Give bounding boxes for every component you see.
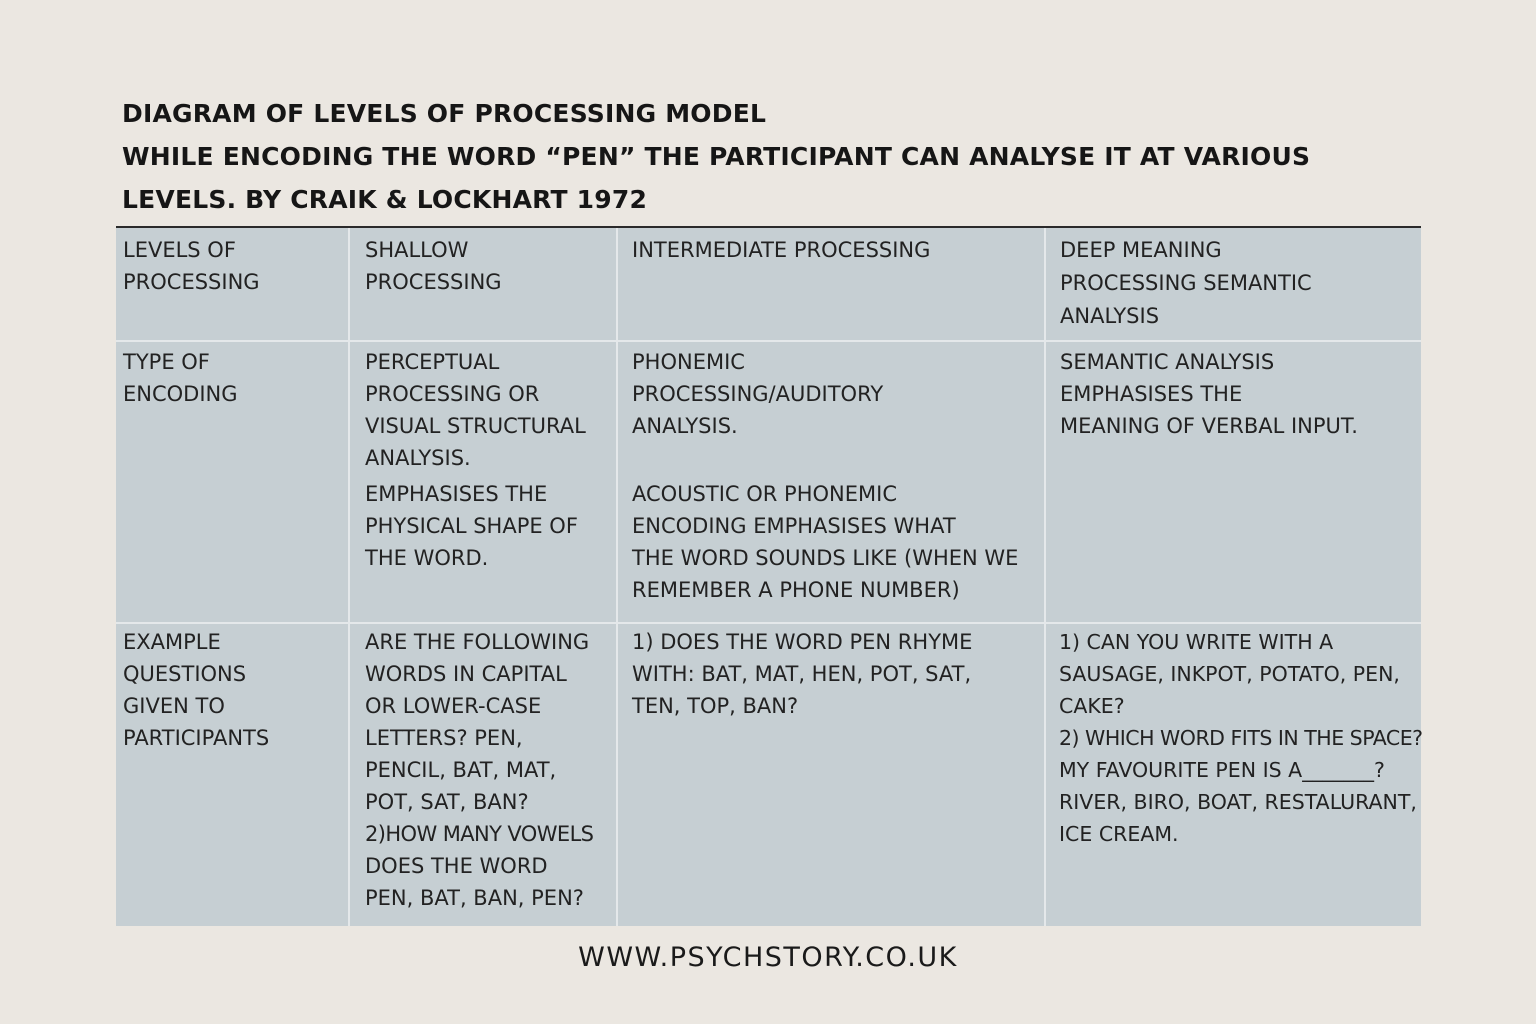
cell-line: 2)HOW MANY VOWELS — [365, 822, 594, 846]
encoding-cell-intermediate — [632, 346, 1042, 606]
cell-line: PERCEPTUAL — [365, 350, 500, 374]
cell-line: PROCESSING — [123, 270, 260, 294]
row-label-example-questions — [123, 626, 345, 754]
encoding-cell-deep — [1060, 346, 1415, 442]
cell-line: PEN, BAT, BAN, PEN? — [365, 886, 584, 910]
cell-line: PROCESSING/AUDITORY — [632, 382, 884, 406]
cell-line: EMPHASISES THE — [365, 482, 548, 506]
cell-line: PROCESSING SEMANTIC — [1060, 271, 1312, 295]
encoding-cell-shallow — [365, 346, 613, 574]
header-cell-intermediate — [632, 234, 1042, 266]
example-cell-deep — [1059, 626, 1423, 850]
cell-line: QUESTIONS — [123, 662, 247, 686]
header-cell-deep — [1060, 234, 1415, 333]
column-divider — [348, 228, 350, 926]
example-cell-intermediate — [632, 626, 1042, 722]
header-cell-levels — [123, 234, 345, 298]
levels-of-processing-table — [116, 226, 1421, 926]
page-title — [122, 92, 1422, 221]
cell-line: PARTICIPANTS — [123, 726, 270, 750]
cell-line: ICE CREAM. — [1059, 822, 1179, 846]
column-divider — [1044, 228, 1046, 926]
cell-line: EMPHASISES THE — [1060, 382, 1243, 406]
cell-line: EXAMPLE — [123, 630, 221, 654]
cell-line: ANALYSIS — [1060, 304, 1160, 328]
cell-line: MY FAVOURITE PEN IS A_______? — [1059, 758, 1385, 782]
cell-line: WITH: BAT, MAT, HEN, POT, SAT, — [632, 662, 972, 686]
title-line-1: DIAGRAM OF LEVELS OF PROCESSING MODEL — [122, 99, 767, 128]
cell-line: INTERMEDIATE PROCESSING — [632, 238, 931, 262]
cell-line: DEEP MEANING — [1060, 238, 1222, 262]
cell-line: PHONEMIC — [632, 350, 745, 374]
cell-line: TEN, TOP, BAN? — [632, 694, 799, 718]
cell-line: ARE THE FOLLOWING — [365, 630, 590, 654]
cell-line: MEANING OF VERBAL INPUT. — [1060, 414, 1358, 438]
cell-line: THE WORD. — [365, 546, 489, 570]
cell-line: PROCESSING OR — [365, 382, 540, 406]
row-divider — [116, 340, 1421, 342]
header-cell-shallow — [365, 234, 613, 298]
website-footer: WWW.PSYCHSTORY.CO.UK — [578, 942, 958, 973]
cell-line: LEVELS OF — [123, 238, 236, 262]
cell-line: ANALYSIS. — [365, 446, 471, 470]
cell-line: SAUSAGE, INKPOT, POTATO, PEN, — [1059, 662, 1400, 686]
cell-line: REMEMBER A PHONE NUMBER) — [632, 578, 960, 602]
cell-line: DOES THE WORD — [365, 854, 548, 878]
cell-line: PROCESSING — [365, 270, 502, 294]
cell-line: PHYSICAL SHAPE OF — [365, 514, 578, 538]
title-line-2: WHILE ENCODING THE WORD “PEN” THE PARTICIPANT CAN ANALYSE IT AT VARIOUS — [122, 142, 1311, 171]
cell-line: 1) DOES THE WORD PEN RHYME — [632, 630, 973, 654]
title-line-3: LEVELS. BY CRAIK & LOCKHART 1972 — [122, 185, 648, 214]
cell-line: ENCODING EMPHASISES WHAT — [632, 514, 956, 538]
row-divider — [116, 622, 1421, 624]
cell-line: SHALLOW — [365, 238, 469, 262]
cell-line: LETTERS? PEN, — [365, 726, 523, 750]
cell-line: RIVER, BIRO, BOAT, RESTALURANT, — [1059, 790, 1417, 814]
cell-line: GIVEN TO — [123, 694, 225, 718]
cell-line: VISUAL STRUCTURAL — [365, 414, 586, 438]
cell-line: ENCODING — [123, 382, 238, 406]
cell-line: SEMANTIC ANALYSIS — [1060, 350, 1275, 374]
cell-line: ACOUSTIC OR PHONEMIC — [632, 482, 897, 506]
example-cell-shallow — [365, 626, 613, 914]
cell-line: 1) CAN YOU WRITE WITH A — [1059, 630, 1334, 654]
cell-line: TYPE OF — [123, 350, 210, 374]
cell-line: POT, SAT, BAN? — [365, 790, 529, 814]
row-label-type-of-encoding — [123, 346, 345, 410]
cell-line: CAKE? — [1059, 694, 1125, 718]
cell-line: THE WORD SOUNDS LIKE (WHEN WE — [632, 546, 1019, 570]
cell-line: PENCIL, BAT, MAT, — [365, 758, 557, 782]
cell-line: WORDS IN CAPITAL — [365, 662, 567, 686]
cell-line: OR LOWER-CASE — [365, 694, 542, 718]
column-divider — [616, 228, 618, 926]
cell-line: ANALYSIS. — [632, 414, 738, 438]
cell-line: 2) WHICH WORD FITS IN THE SPACE? — [1059, 726, 1423, 750]
